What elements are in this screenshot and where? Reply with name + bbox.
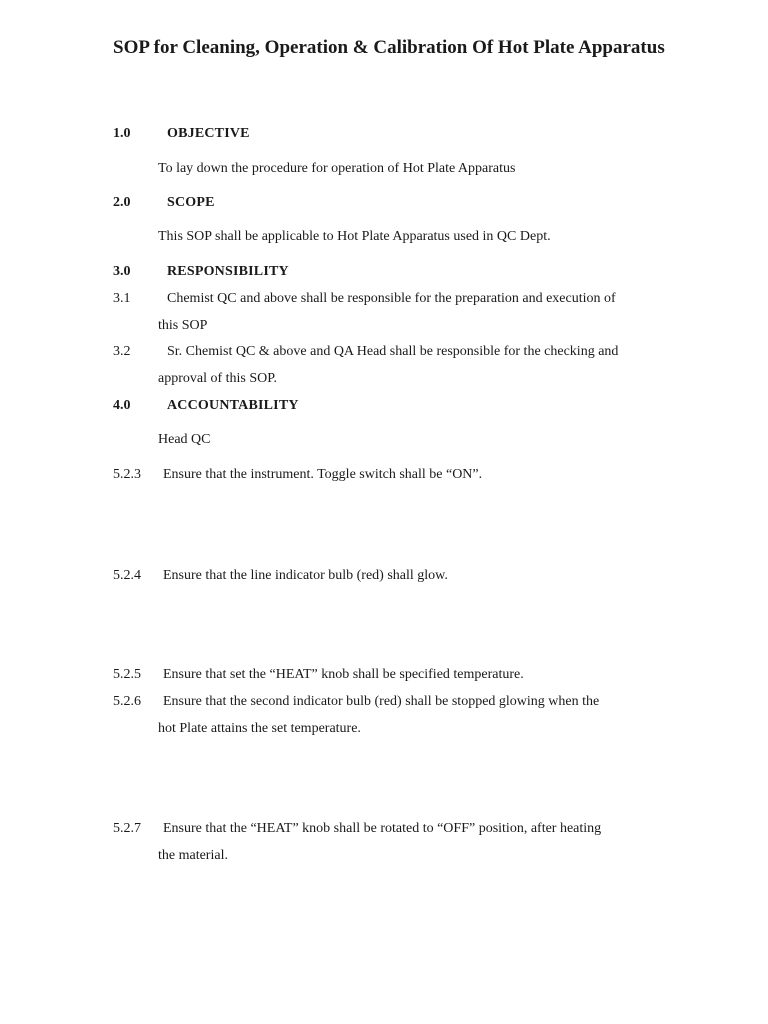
step-text-continued: hot Plate attains the set temperature. [158,721,361,736]
responsibility-item-line: Sr. Chemist QC & above and QA Head shall be responsible for the checking and [167,344,619,359]
step-text: Ensure that the line indicator bulb (red) shall glow. [163,568,448,583]
responsibility-item-line: Chemist QC and above shall be responsible for the preparation and execution of [167,291,616,306]
section-heading-scope: SCOPE [167,195,215,210]
step-number: 5.2.6 [113,694,141,709]
step-text: Ensure that the “HEAT” knob shall be rotated to “OFF” position, after heating [163,821,602,836]
section-number: 1.0 [113,126,131,141]
step-number: 5.2.5 [113,667,141,682]
step-text: Ensure that the second indicator bulb (red) shall be stopped glowing when the [163,694,600,709]
section-heading-responsibility: RESPONSIBILITY [167,264,289,279]
item-number: 3.1 [113,291,131,306]
responsibility-item-line: this SOP [158,318,208,333]
accountability-text: Head QC [158,432,211,447]
step-number: 5.2.3 [113,467,141,482]
step-number: 5.2.7 [113,821,141,836]
step-text-continued: the material. [158,848,228,863]
section-heading-objective: OBJECTIVE [167,126,250,141]
step-text: Ensure that the instrument. Toggle switch shall be “ON”. [163,467,483,482]
section-number: 4.0 [113,398,131,413]
section-heading-accountability: ACCOUNTABILITY [167,398,299,413]
item-number: 3.2 [113,344,131,359]
document-title: SOP for Cleaning, Operation & Calibration Of Hot Plate Apparatus [113,37,665,58]
step-number: 5.2.4 [113,568,141,583]
section-number: 3.0 [113,264,131,279]
section-number: 2.0 [113,195,131,210]
responsibility-item-line: approval of this SOP. [158,371,277,386]
step-text: Ensure that set the “HEAT” knob shall be specified temperature. [163,667,524,682]
scope-text: This SOP shall be applicable to Hot Plate Apparatus used in QC Dept. [158,229,551,244]
objective-text: To lay down the procedure for operation of Hot Plate Apparatus [158,161,516,176]
